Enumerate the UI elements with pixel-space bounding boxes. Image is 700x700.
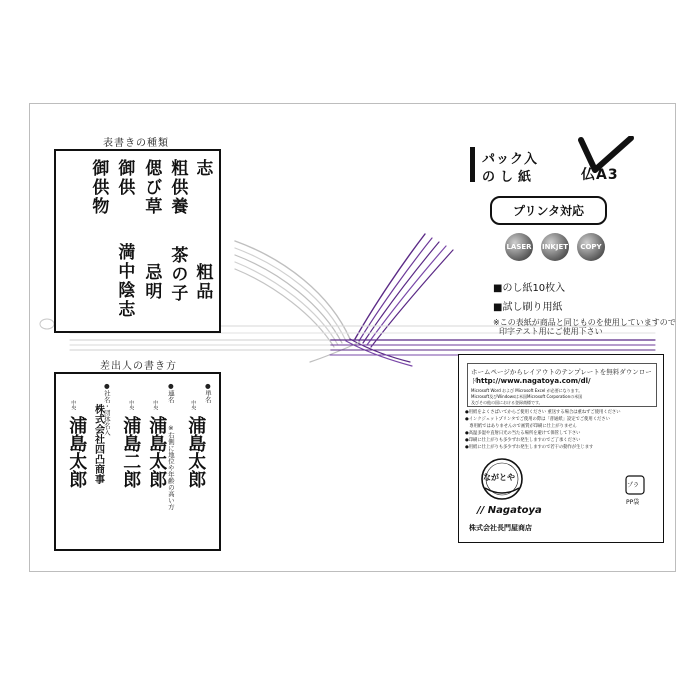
kind-column-2-bottom: 茶の子	[167, 246, 188, 303]
brand-name	[477, 505, 542, 516]
kind-column-3-bottom: 忌明	[141, 263, 162, 301]
sender-box	[54, 361, 221, 551]
product-note-2: 印字テスト用にご使用下さい	[499, 327, 603, 336]
feature-test-paper: ■試し刷り用紙	[493, 302, 563, 313]
usage-bullet-3: 専用紙ではありませんので画質が印刷に仕上がりません	[465, 424, 577, 429]
usage-bullet-1: ●用紙をよくさばいてからご使用ください 重送する場合は重ねずご使用ください	[465, 410, 621, 415]
download-panel	[467, 363, 657, 407]
download-requirement: Microsoft Word および Microsoft Excel が必要になります。	[471, 388, 583, 393]
product-note-1: ※この表紙が商品と同じものを使用していますので	[493, 318, 676, 327]
sender-center-mark-2: 中央	[152, 400, 159, 410]
pp-label: PP袋	[626, 499, 640, 506]
kind-column-5-top: 御供物	[88, 159, 109, 216]
printer-label-box	[490, 196, 607, 225]
sender-joint-note: ※右側に地位や年齢の高い方	[166, 424, 175, 510]
sender-company-name: 株式会社四凸商事	[92, 404, 104, 484]
brand-text: Nagatoya	[487, 505, 542, 516]
sender-center-mark-3: 中央	[128, 400, 135, 410]
download-heading: ホームページからレイアウトのテンプレートを無料ダウンロード	[471, 368, 652, 385]
product-bar-mark	[470, 147, 475, 182]
download-trademark-1: Microsoft及びWindowsは米国Microsoft Corporationの米国	[471, 394, 583, 399]
sender-label-joint: ●連名	[166, 382, 175, 403]
sender-name-joint-2: 浦島二郎	[120, 416, 142, 488]
laser-badge: LASER	[505, 233, 533, 261]
sender-name-joint-1: 浦島太郎	[146, 416, 168, 488]
kind-box	[54, 138, 221, 333]
info-box	[458, 354, 664, 543]
kind-column-3-top: 偲び草	[141, 159, 162, 216]
download-trademark-2: 及びその他の国における登録商標です。	[471, 400, 543, 405]
feature-sheets: ■のし紙10枚入	[493, 283, 566, 294]
kind-box-title: 表書きの種類	[103, 138, 169, 149]
plastic-mark-text: プラ	[627, 482, 640, 489]
printer-label: プリンタ対応	[512, 204, 585, 218]
sender-center-mark-4: 中央	[70, 400, 77, 410]
usage-bullet-6: ●用紙に仕上がりも多少ずれ発生しますので若干の動作が生じます	[465, 445, 594, 450]
kind-column-1-bottom: 粗品	[192, 263, 213, 301]
kind-column-4-top: 御供	[114, 159, 135, 197]
usage-bullet-5: ●印刷に仕上がりも多少ずれ発生しますのでご了承ください	[465, 438, 581, 443]
kind-column-4-bottom: 満中陰志	[114, 243, 135, 319]
sender-label-single: ●単名	[203, 382, 212, 403]
usage-bullet-2: ●インクジェットプリンタでご使用の際は「普通紙」設定でご使用ください	[465, 417, 610, 422]
company-name: 株式会社長門屋商店	[469, 524, 532, 532]
kind-column-1-top: 志	[192, 159, 213, 178]
sender-label-company: ●社名・団体名入	[102, 382, 111, 436]
sender-name-single: 浦島太郎	[185, 416, 207, 488]
usage-bullet-4: ●高温多湿や直射日光の当たる場所を避けて保管して下さい	[465, 431, 581, 436]
brand-mark-icon: //	[477, 505, 485, 516]
download-url[interactable]: http://www.nagatoya.com/dl/	[476, 377, 591, 385]
sender-center-mark-1: 中央	[190, 400, 197, 410]
copy-badge: COPY	[577, 233, 605, 261]
product-line-2: のし紙	[482, 170, 537, 185]
inkjet-badge: INKJET	[541, 233, 569, 261]
product-line-1: パック入	[482, 152, 539, 167]
kind-column-2-top: 粗供養	[167, 159, 188, 216]
sender-name-company: 浦島太郎	[66, 416, 88, 488]
sender-box-title: 差出人の書き方	[100, 361, 177, 372]
product-size: 仏A3	[581, 167, 619, 183]
logo-text: ながとや	[483, 473, 515, 482]
noshi-sheet	[29, 103, 676, 572]
